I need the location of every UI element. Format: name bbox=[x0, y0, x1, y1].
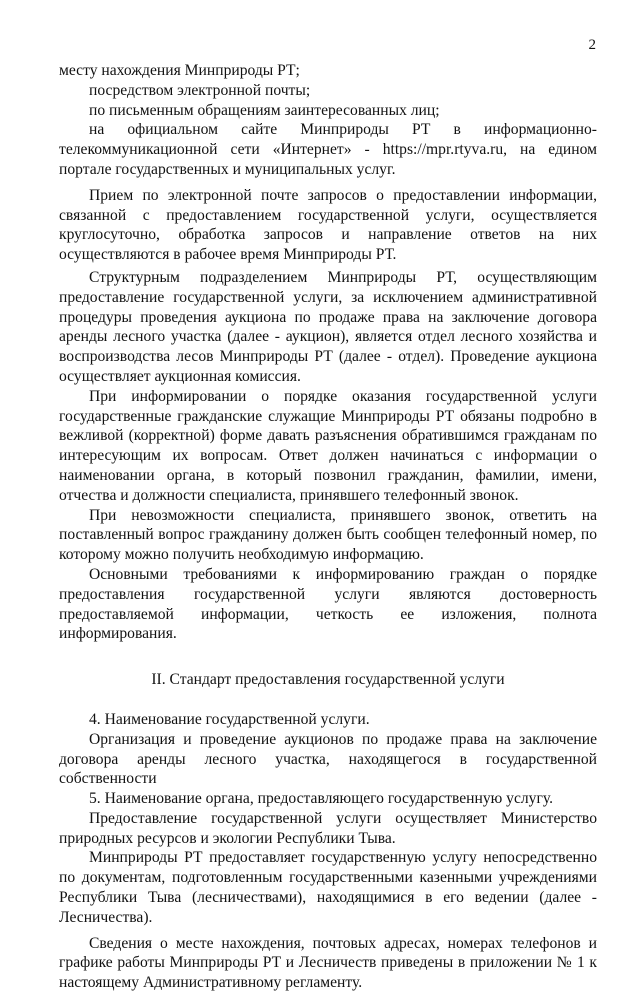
paragraph-requirements: Основными требованиями к информированию граждан о порядке предоставления государственной услуги являются достоверность предоставляемой информации, четкость ее изложения, полнота информирования. bbox=[59, 565, 597, 643]
section-heading: II. Стандарт предоставления государственной услуги bbox=[151, 671, 505, 689]
page-number: 2 bbox=[588, 37, 596, 53]
paragraph-service-name: Организация и проведение аукционов по продаже права на заключение договора аренды лесного участка, находящегося в государственной собственности bbox=[59, 730, 597, 788]
paragraph-contacts: Сведения о месте нахождения, почтовых адресах, номерах телефонов и графике работы Минприроды РТ и Лесничеств приведены в приложении № 1 к настоящему Административному регламенту. bbox=[59, 934, 597, 992]
paragraph-official-site: на официальном сайте Минприроды РТ в информационно-телекоммуникационной сети «Интернет» - https://mpr.rtyva.ru, на едином портале государственных и муниципальных услуг. bbox=[59, 121, 597, 178]
paragraph-email: посредством электронной почты; bbox=[89, 81, 311, 99]
paragraph-documents: Минприроды РТ предоставляет государственную услугу непосредственно по документам, подготовленным государственными казенными учреждениями Республики Тыва (лесничествами), находящимися в его ведении (далее - Лесничества). bbox=[59, 849, 597, 926]
paragraph-authority: Предоставление государственной услуги осуществляет Министерство природных ресурсов и экологии Республики Тыва. bbox=[59, 809, 597, 847]
document-body bbox=[59, 61, 597, 993]
paragraph-authority-title: 5. Наименование органа, предоставляющего государственную услугу. bbox=[89, 790, 553, 808]
paragraph-location: месту нахождения Минприроды РТ; bbox=[59, 62, 300, 79]
paragraph-impossibility: При невозможности специалиста, принявшего звонок, ответить на поставленный вопрос гражданину должен быть сообщен телефонный номер, по которому можно получить необходимую информацию. bbox=[59, 506, 597, 564]
paragraph-structural-unit: Структурным подразделением Минприроды РТ, осуществляющим предоставление государственной услуги, за исключением административной процедуры проведения аукциона по продаже права на заключение договора аренды лесного участка (далее - аукцион), является отдел лесного хозяйства и воспроизводства лесов Минприроды РТ (далее - отдел). Проведение аукциона осуществляет аукционная комиссия. bbox=[59, 268, 597, 385]
paragraph-email-processing: Прием по электронной почте запросов о предоставлении информации, связанной с предоставлением государственной услуги, осуществляется круглосуточно, обработка запросов и направление ответов на них осуществляются в рабочее время Минприроды РТ. bbox=[59, 186, 597, 264]
paragraph-service-name-title: 4. Наименование государственной услуги. bbox=[89, 710, 370, 728]
paragraph-written-requests: по письменным обращениям заинтересованных лиц; bbox=[89, 101, 440, 119]
paragraph-informing: При информировании о порядке оказания государственной услуги государственные гражданские служащие Минприроды РТ обязаны подробно в вежливой (корректной) форме давать разъяснения обратившимся гражданам по интересующим их вопросам. Ответ должен начинаться с информации о наименовании органа, в который позвонил гражданин, фамилии, имени, отчества и должности специалиста, принявшего телефонный звонок. bbox=[59, 387, 597, 504]
